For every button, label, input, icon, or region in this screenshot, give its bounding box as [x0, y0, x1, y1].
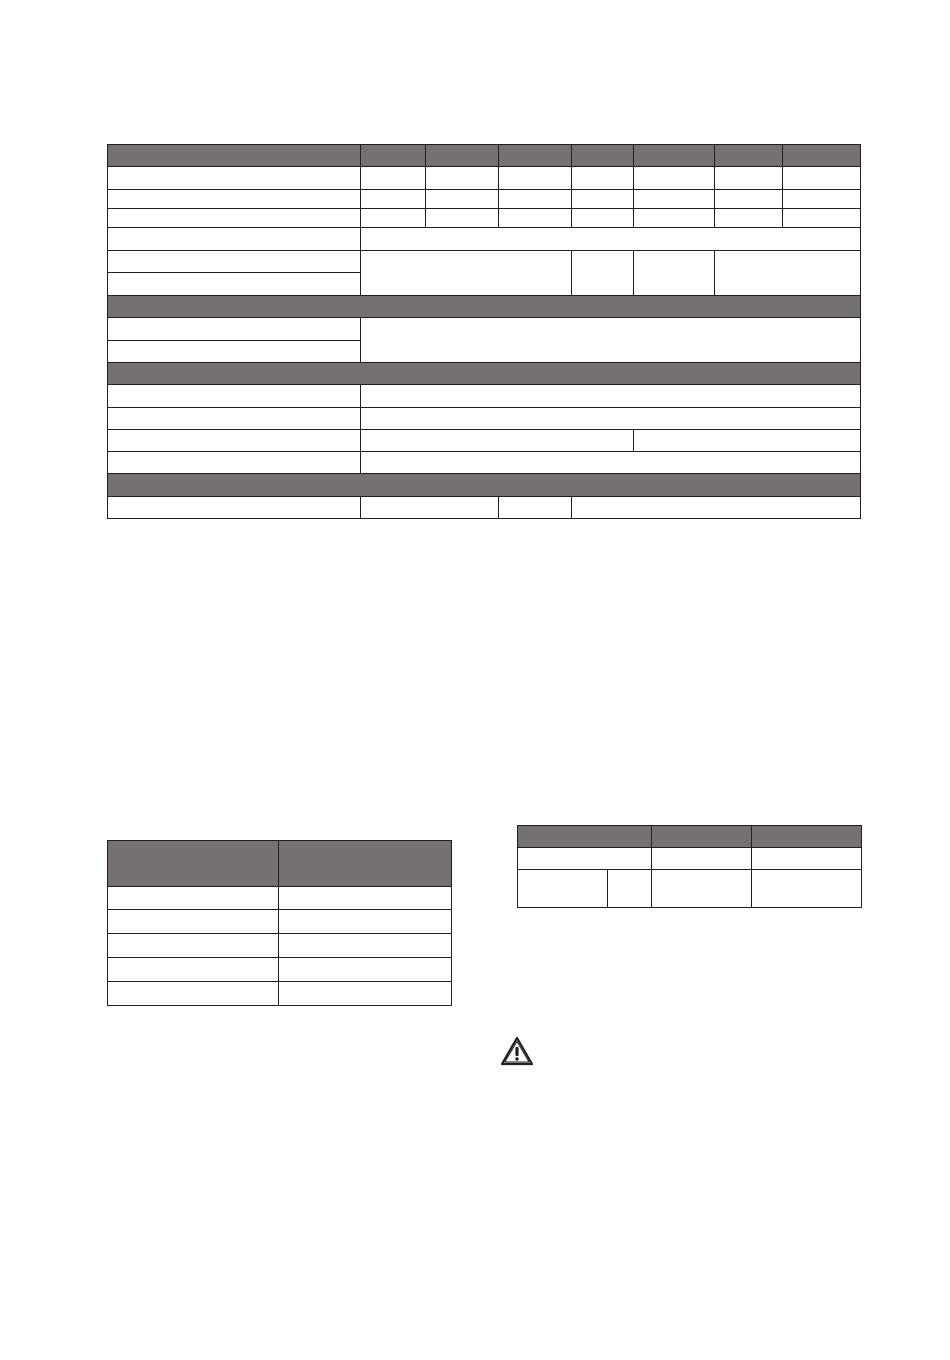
row-label-cell — [108, 251, 361, 273]
section-header-row — [108, 474, 861, 497]
row-label-cell — [108, 341, 361, 363]
header-cell — [572, 145, 634, 167]
lower-right-table — [517, 825, 862, 908]
header-cell — [361, 145, 426, 167]
table-row — [108, 385, 861, 408]
table-row — [108, 452, 861, 474]
table-cell — [361, 318, 861, 363]
header-cell — [108, 841, 279, 887]
table-row — [108, 318, 861, 341]
section-header-cell — [108, 363, 861, 385]
table-cell — [499, 209, 572, 228]
row-label-cell — [108, 497, 361, 519]
table-header-row — [518, 826, 862, 848]
table-cell — [572, 190, 634, 209]
table-cell — [279, 934, 452, 958]
warning-triangle-icon — [500, 1036, 534, 1066]
table-cell — [715, 209, 783, 228]
table-row — [108, 958, 452, 982]
table-cell — [279, 910, 452, 934]
table-cell — [752, 848, 862, 870]
row-label-cell — [108, 385, 361, 408]
table-cell — [499, 497, 572, 519]
table-row — [108, 167, 861, 190]
table-cell — [361, 228, 861, 251]
table-cell — [361, 430, 634, 452]
table-cell — [715, 190, 783, 209]
table-cell — [108, 887, 279, 910]
table-header-row — [108, 145, 861, 167]
table-cell — [108, 910, 279, 934]
header-cell — [652, 826, 752, 848]
row-label-cell — [108, 190, 361, 209]
table-cell — [426, 209, 499, 228]
table-cell — [652, 870, 752, 908]
row-label-cell — [108, 430, 361, 452]
table-cell — [361, 167, 426, 190]
header-cell — [634, 145, 715, 167]
table-cell — [715, 251, 861, 296]
table-cell — [361, 190, 426, 209]
header-cell — [783, 145, 861, 167]
table-cell — [634, 190, 715, 209]
table-cell — [652, 848, 752, 870]
table-cell — [572, 167, 634, 190]
section-header-row — [108, 296, 861, 318]
table-cell — [499, 167, 572, 190]
table-cell — [783, 167, 861, 190]
header-cell — [426, 145, 499, 167]
table-cell — [279, 982, 452, 1006]
header-cell — [518, 826, 652, 848]
row-label-cell — [108, 167, 361, 190]
table-cell — [715, 167, 783, 190]
table-row — [108, 910, 452, 934]
table-cell — [279, 887, 452, 910]
table-cell — [361, 497, 499, 519]
table-cell — [634, 430, 861, 452]
table-header-row — [108, 841, 452, 887]
row-label-cell — [108, 318, 361, 341]
table-cell — [361, 452, 861, 474]
table-row — [108, 934, 452, 958]
table-cell — [608, 870, 652, 908]
lower-left-table — [107, 840, 452, 1006]
table-row — [108, 430, 861, 452]
table-cell — [518, 848, 652, 870]
table-cell — [361, 209, 426, 228]
table-cell — [499, 190, 572, 209]
header-cell — [108, 145, 361, 167]
table-cell — [634, 251, 715, 296]
header-cell — [279, 841, 452, 887]
header-cell — [715, 145, 783, 167]
table-cell — [634, 167, 715, 190]
table-cell — [361, 385, 861, 408]
table-row — [108, 251, 861, 273]
table-row — [108, 190, 861, 209]
row-label-cell — [108, 408, 361, 430]
section-header-cell — [108, 296, 861, 318]
table-row — [108, 408, 861, 430]
table-row — [108, 228, 861, 251]
table-cell — [752, 870, 862, 908]
header-cell — [752, 826, 862, 848]
table-row — [518, 870, 862, 908]
section-header-cell — [108, 474, 861, 497]
section-header-row — [108, 363, 861, 385]
table-cell — [572, 251, 634, 296]
table-cell — [361, 408, 861, 430]
row-label-cell — [108, 209, 361, 228]
table-row — [108, 497, 861, 519]
table-cell — [518, 870, 608, 908]
table-cell — [108, 958, 279, 982]
table-cell — [572, 497, 861, 519]
header-cell — [499, 145, 572, 167]
specification-table — [107, 144, 861, 519]
table-cell — [361, 251, 572, 296]
table-row — [108, 209, 861, 228]
row-label-cell — [108, 228, 361, 251]
table-row — [518, 848, 862, 870]
table-cell — [108, 934, 279, 958]
table-row — [108, 982, 452, 1006]
table-cell — [279, 958, 452, 982]
table-cell — [783, 209, 861, 228]
table-cell — [426, 167, 499, 190]
table-cell — [108, 982, 279, 1006]
table-cell — [783, 190, 861, 209]
table-cell — [634, 209, 715, 228]
table-cell — [426, 190, 499, 209]
table-row — [108, 887, 452, 910]
row-label-cell — [108, 452, 361, 474]
table-cell — [572, 209, 634, 228]
row-label-cell — [108, 273, 361, 296]
